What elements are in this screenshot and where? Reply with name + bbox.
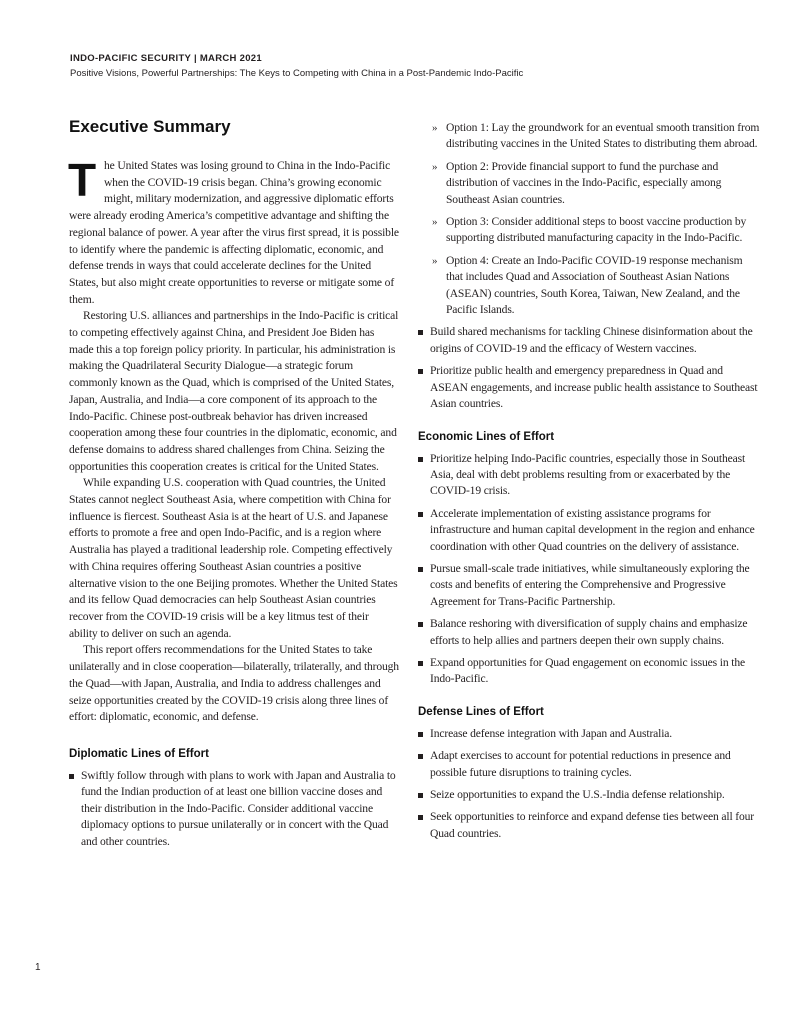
chevron-bullet-icon: » [432, 216, 438, 229]
bullet-text: Prioritize helping Indo-Pacific countries, especially those in Southeast Asia, deal with debt problems resulting from or exacerbated by the COVID-19 crisis. [430, 451, 746, 498]
left-column [69, 117, 399, 856]
vaccine-options-list [418, 120, 760, 318]
list-item [418, 214, 760, 247]
bullet-square-icon [418, 369, 423, 374]
list-item [418, 809, 760, 842]
list-item [418, 120, 760, 153]
bullet-text: Seek opportunities to reinforce and expand defense ties between all four Quad countries. [430, 810, 755, 840]
bullet-text: Balance reshoring with diversification of supply chains and emphasize efforts to help allies and partners deepen their own supply chains. [430, 617, 748, 647]
drop-cap: T [68, 154, 96, 206]
chevron-bullet-icon: » [432, 122, 438, 134]
bullet-text: Swiftly follow through with plans to work with Japan and Australia to fund the Indian production of at least one billion vaccine doses and their distribution in the Indo-Pacific. Consider additional vaccine diplomacy options to pursue unilaterally or in concert with the Quad and other countries. [81, 768, 396, 848]
list-item [418, 363, 760, 412]
option-text: Option 1: Lay the groundwork for an eventual smooth transition from distributing vaccines in the United States to distributing them abroad. [446, 121, 760, 151]
economic-heading: Economic Lines of Effort [418, 430, 555, 443]
bullet-square-icon [418, 622, 423, 627]
paragraph-1 [68, 154, 399, 308]
bullet-square-icon [418, 793, 423, 798]
economic-bullet-list [418, 451, 760, 688]
diplomatic-more-bullets [418, 324, 760, 412]
bullet-text: Accelerate implementation of existing assistance programs for infrastructure and human capital development in the region and enhance coordination with other Quad countries on the delivery of assistance. [430, 506, 755, 553]
bullet-square-icon [418, 330, 423, 335]
report-series-label: INDO-PACIFIC SECURITY | MARCH 2021 [70, 53, 262, 64]
right-column [418, 120, 760, 848]
bullet-text: Increase defense integration with Japan and Australia. [430, 726, 673, 740]
executive-summary-heading: Executive Summary [69, 117, 231, 136]
diplomatic-bullet-list [69, 768, 399, 850]
defense-heading: Defense Lines of Effort [418, 705, 544, 718]
report-title: Positive Visions, Powerful Partnerships: The Keys to Competing with China in a Post-Pandemic Indo-Pacific [70, 68, 524, 79]
bullet-text: Adapt exercises to account for potential reductions in presence and possible future disruptions to training cycles. [430, 749, 731, 779]
defense-bullet-list [418, 726, 760, 842]
paragraph-2: Restoring U.S. alliances and partnerships in the Indo-Pacific is critical to competing effectively against China, and President Joe Biden has made this a top foreign policy priority. In particular, his administration is making the Quadrilateral Security Dialogue—a strategic forum commonly known as the Quad, which is comprised of the United States, Japan, Australia, and India—a core component of its approach to the Indo-Pacific. Chinese post-outbreak behavior has driven increased cooperation among these four countries in the diplomatic, economic, and defense domains to address shared challenges from China. Seizing the opportunities this cooperation creates is critical for the United States. [69, 309, 399, 473]
bullet-square-icon [418, 732, 423, 737]
bullet-text: Prioritize public health and emergency preparedness in Quad and ASEAN engagements, and increase public health assistance to Southeast Asian countries. [430, 364, 758, 411]
bullet-square-icon [418, 457, 423, 462]
diplomatic-heading: Diplomatic Lines of Effort [69, 747, 209, 760]
bullet-square-icon [418, 754, 423, 759]
list-item [418, 726, 760, 742]
list-item [418, 159, 760, 208]
bullet-text: Seize opportunities to expand the U.S.-India defense relationship. [430, 788, 725, 801]
bullet-square-icon [69, 774, 74, 779]
list-item [418, 748, 760, 781]
chevron-bullet-icon: » [432, 254, 438, 267]
paragraph-3: While expanding U.S. cooperation with Quad countries, the United States cannot neglect Southeast Asia, where competition with China for influence is fiercest. Southeast Asia is at the heart of U.S. and Japanese efforts to promote a free and open Indo-Pacific, and is a region where Australia has played a traditional leadership role. Competing effectively with China requires offering Southeast Asian countries a positive alternative vision to the one Beijing promotes. Whether the United States and its fellow Quad democracies can help Southeast Asian countries recover from the COVID-19 crisis will be a key litmus test of their ability to deliver on such an agenda. [69, 476, 398, 640]
bullet-text: Pursue small-scale trade initiatives, while simultaneously exploring the costs and benefits of entering the Comprehensive and Progressive Agreement for Trans-Pacific Partnership. [430, 561, 750, 608]
bullet-text: Expand opportunities for Quad engagement on economic issues in the Indo-Pacific. [430, 655, 745, 686]
list-item [418, 616, 760, 649]
paragraph-1-text: he United States was losing ground to China in the Indo-Pacific when the COVID-19 crisis began. China’s growing economic might, military modernization, and aggressive diplomatic efforts were already eroding America’s competitive advantage and shifting the regional balance of power. A year after the virus first spread, it is possible to identify where the pandemic is affecting diplomatic, economic, and defense trends in ways that could accelerate declines for the United States, but also might create opportunities to reverse or mitigate some of them. [69, 159, 399, 306]
bullet-square-icon [418, 567, 423, 572]
list-item [418, 451, 760, 500]
list-item [418, 655, 760, 688]
list-item [418, 561, 760, 610]
list-item [69, 768, 399, 850]
list-item [418, 324, 760, 357]
list-item [418, 253, 760, 319]
page-number: 1 [35, 962, 41, 973]
bullet-square-icon [418, 512, 423, 517]
bullet-square-icon [418, 815, 423, 820]
option-text: Option 4: Create an Indo-Pacific COVID-19 response mechanism that includes Quad and Association of Southeast Asian Nations (ASEAN) countries, South Korea, Taiwan, New Zealand, and the Pacific Islands. [446, 253, 743, 317]
chevron-bullet-icon: » [432, 160, 438, 173]
bullet-square-icon [418, 661, 423, 666]
list-item [418, 506, 760, 555]
option-text: Option 3: Consider additional steps to boost vaccine production by supporting distributed manufacturing capacity in the Indo-Pacific. [446, 215, 747, 245]
list-item [418, 787, 760, 803]
bullet-text: Build shared mechanisms for tackling Chinese disinformation about the origins of COVID-19 and the efficacy of Western vaccines. [430, 325, 753, 355]
option-text: Option 2: Provide financial support to fund the purchase and distribution of vaccines in the Indo-Pacific, especially among Southeast Asian countries. [446, 159, 722, 206]
paragraph-4: This report offers recommendations for the United States to take unilaterally and in close cooperation—bilaterally, trilaterally, and through the Quad—with Japan, Australia, and India to address challenges and seize opportunities created by the COVID-19 crisis along three lines of effort: diplomatic, economic, and defense. [69, 643, 399, 724]
